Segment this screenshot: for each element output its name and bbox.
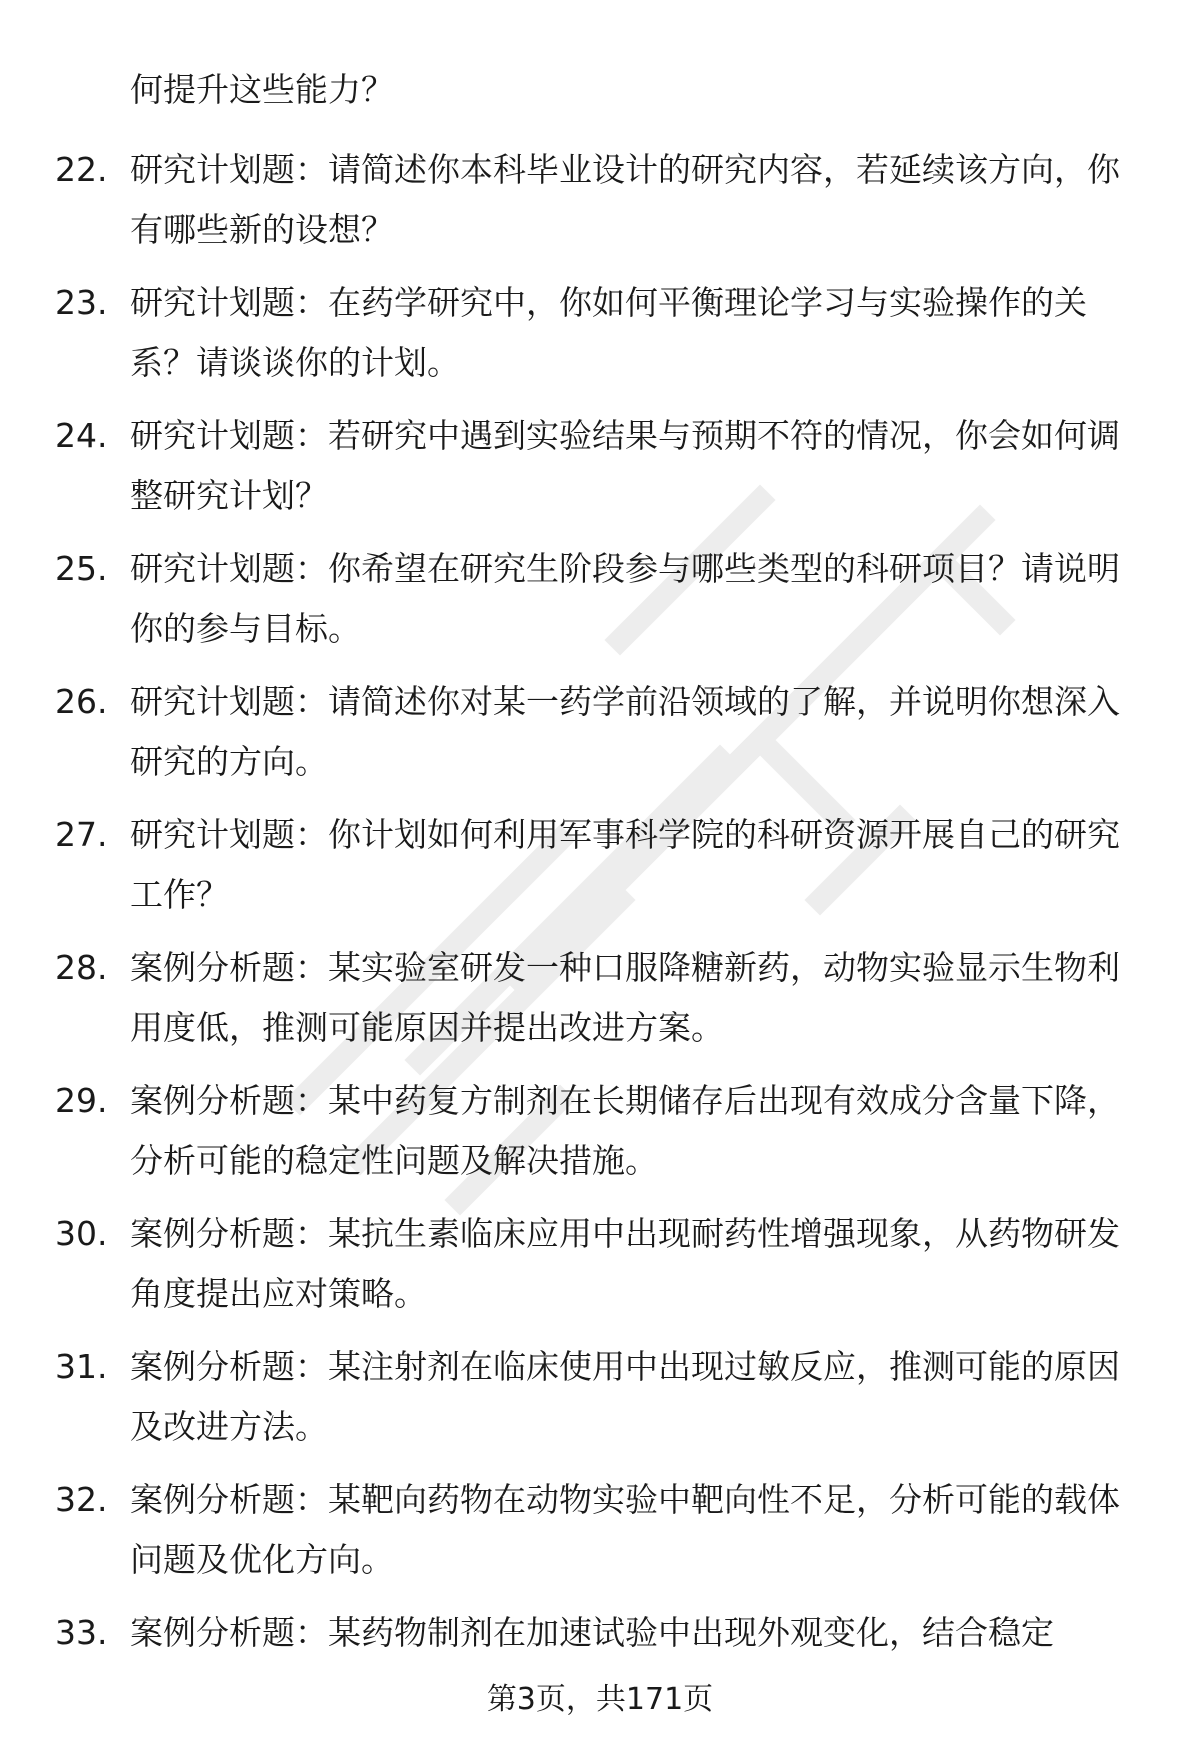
question-list [0, 140, 1200, 1736]
question-item [0, 539, 1200, 672]
page-footer: 第3页，共171页 [486, 1682, 714, 1717]
question-item [0, 672, 1200, 805]
question-number: 33. [55, 1613, 108, 1652]
question-text: 研究计划题：你希望在研究生阶段参与哪些类型的科研项目？请说明你的参与目标。 [130, 549, 1120, 648]
question-item [0, 1470, 1200, 1603]
question-text: 案例分析题：某中药复方制剂在长期储存后出现有效成分含量下降，分析可能的稳定性问题及解决措施。 [130, 1081, 1120, 1180]
question-text: 案例分析题：某注射剂在临床使用中出现过敏反应，推测可能的原因及改进方法。 [130, 1347, 1120, 1446]
question-number: 25. [55, 549, 108, 588]
question-item [0, 1337, 1200, 1470]
question-item [0, 273, 1200, 406]
question-text: 研究计划题：在药学研究中，你如何平衡理论学习与实验操作的关系？请谈谈你的计划。 [130, 283, 1087, 382]
question-text: 研究计划题：若研究中遇到实验结果与预期不符的情况，你会如何调整研究计划？ [130, 416, 1120, 515]
question-text: 案例分析题：某实验室研发一种口服降糖新药，动物实验显示生物利用度低，推测可能原因并提出改进方案。 [130, 948, 1120, 1047]
question-number: 32. [55, 1480, 108, 1519]
question-text: 研究计划题：请简述你本科毕业设计的研究内容，若延续该方向，你有哪些新的设想？ [130, 150, 1120, 249]
question-text: 案例分析题：某药物制剂在加速试验中出现外观变化，结合稳定 [130, 1613, 1054, 1652]
question-item [0, 805, 1200, 938]
question-item [0, 938, 1200, 1071]
question-text: 研究计划题：请简述你对某一药学前沿领域的了解，并说明你想深入研究的方向。 [130, 682, 1120, 781]
question-item [0, 406, 1200, 539]
question-number: 22. [55, 150, 108, 189]
question-text: 案例分析题：某靶向药物在动物实验中靶向性不足，分析可能的载体问题及优化方向。 [130, 1480, 1120, 1579]
question-item [0, 1204, 1200, 1337]
question-item [0, 1071, 1200, 1204]
question-text: 研究计划题：你计划如何利用军事科学院的科研资源开展自己的研究工作？ [130, 815, 1120, 914]
question-number: 31. [55, 1347, 108, 1386]
question-number: 24. [55, 416, 108, 455]
question-number: 23. [55, 283, 108, 322]
question-item [0, 140, 1200, 273]
question-text: 案例分析题：某抗生素临床应用中出现耐药性增强现象，从药物研发角度提出应对策略。 [130, 1214, 1120, 1313]
question-number: 27. [55, 815, 108, 854]
question-number: 26. [55, 682, 108, 721]
continuation-text: 何提升这些能力？ [130, 70, 394, 109]
question-number: 30. [55, 1214, 108, 1253]
question-number: 28. [55, 948, 108, 987]
question-number: 29. [55, 1081, 108, 1120]
